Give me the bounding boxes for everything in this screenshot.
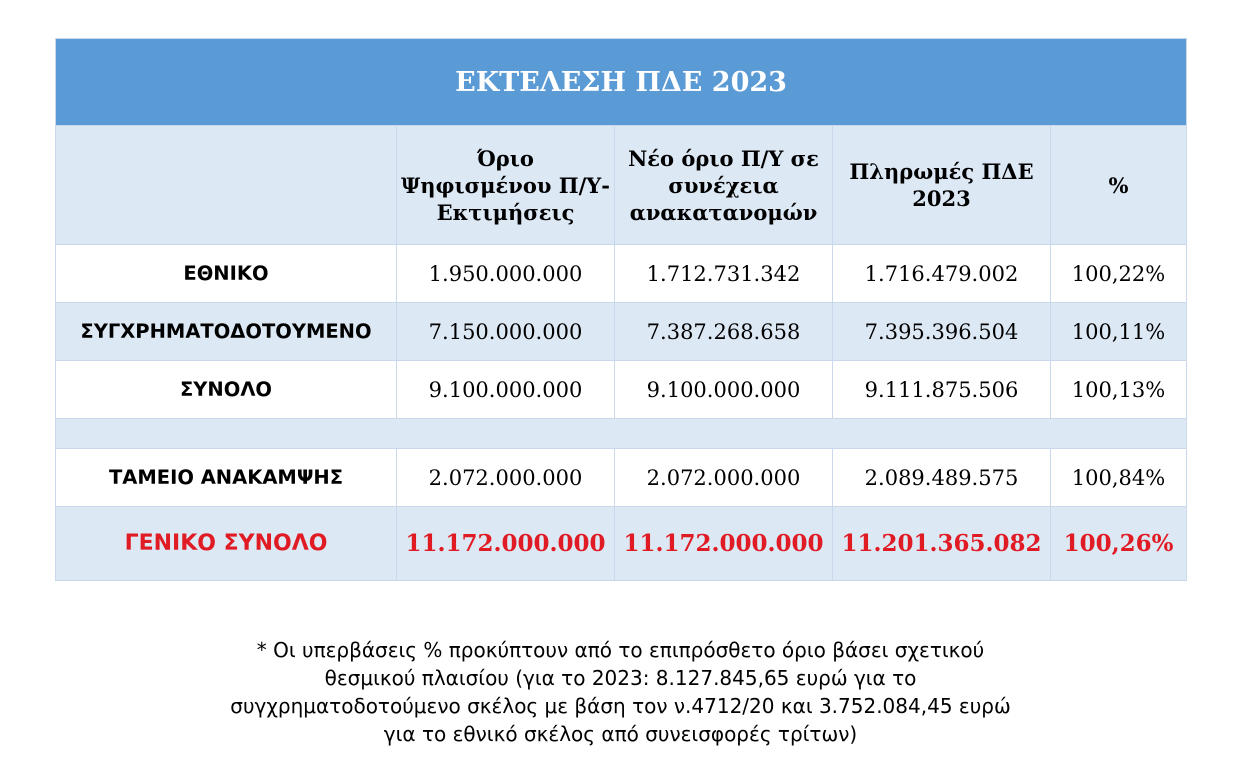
- table-row: [56, 361, 1187, 419]
- table-row: [56, 449, 1187, 507]
- footnote-line: για το εθνικό σκέλος από συνεισφορές τρίτων): [383, 722, 858, 746]
- row-label: ΣΥΓΧΡΗΜΑΤΟΔΟΤΟΥΜΕΝΟ: [56, 303, 397, 361]
- total-label: ΓΕΝΙΚΟ ΣΥΝΟΛΟ: [56, 507, 397, 581]
- total-payments: 11.201.365.082: [833, 507, 1051, 581]
- grand-total-row: [56, 507, 1187, 581]
- cell-payments: 1.716.479.002: [833, 245, 1051, 303]
- spacer-row: [56, 419, 1187, 449]
- spacer-cell: [56, 419, 1187, 449]
- cell-new-limit: 1.712.731.342: [615, 245, 833, 303]
- cell-budget: 2.072.000.000: [397, 449, 615, 507]
- cell-percent: 100,11%: [1051, 303, 1187, 361]
- footnote-line: θεσμικού πλαισίου (για το 2023: 8.127.845,65 ευρώ για το: [324, 666, 917, 690]
- cell-new-limit: 2.072.000.000: [615, 449, 833, 507]
- header-percent: %: [1051, 126, 1187, 245]
- header-payments: Πληρωμές ΠΔΕ 2023: [833, 126, 1051, 245]
- total-budget: 11.172.000.000: [397, 507, 615, 581]
- cell-budget: 7.150.000.000: [397, 303, 615, 361]
- cell-payments: 7.395.396.504: [833, 303, 1051, 361]
- table-title: ΕΚΤΕΛΕΣΗ ΠΔΕ 2023: [56, 39, 1187, 126]
- cell-payments: 9.111.875.506: [833, 361, 1051, 419]
- header-label: [56, 126, 397, 245]
- table-row: [56, 303, 1187, 361]
- cell-percent: 100,13%: [1051, 361, 1187, 419]
- total-percent: 100,26%: [1051, 507, 1187, 581]
- table-row: [56, 245, 1187, 303]
- footnote-line: συγχρηματοδοτούμενο σκέλος με βάση τον ν.4712/20 και 3.752.084,45 ευρώ: [230, 694, 1011, 718]
- cell-budget: 9.100.000.000: [397, 361, 615, 419]
- row-label: ΕΘΝΙΚΟ: [56, 245, 397, 303]
- header-new-limit: Νέο όριο Π/Υ σε συνέχεια ανακατανομών: [615, 126, 833, 245]
- cell-new-limit: 9.100.000.000: [615, 361, 833, 419]
- header-budget: Όριο Ψηφισμένου Π/Υ- Εκτιμήσεις: [397, 126, 615, 245]
- table-title-row: [56, 39, 1187, 126]
- total-new-limit: 11.172.000.000: [615, 507, 833, 581]
- cell-new-limit: 7.387.268.658: [615, 303, 833, 361]
- cell-percent: 100,84%: [1051, 449, 1187, 507]
- row-label: ΤΑΜΕΙΟ ΑΝΑΚΑΜΨΗΣ: [56, 449, 397, 507]
- cell-payments: 2.089.489.575: [833, 449, 1051, 507]
- footnote: [150, 636, 1091, 748]
- footnote-line: * Οι υπερβάσεις % προκύπτουν από το επιπρόσθετο όριο βάσει σχετικού: [256, 638, 985, 662]
- cell-budget: 1.950.000.000: [397, 245, 615, 303]
- cell-percent: 100,22%: [1051, 245, 1187, 303]
- pde-execution-table: [55, 38, 1187, 581]
- row-label: ΣΥΝΟΛΟ: [56, 361, 397, 419]
- header-row: [56, 126, 1187, 245]
